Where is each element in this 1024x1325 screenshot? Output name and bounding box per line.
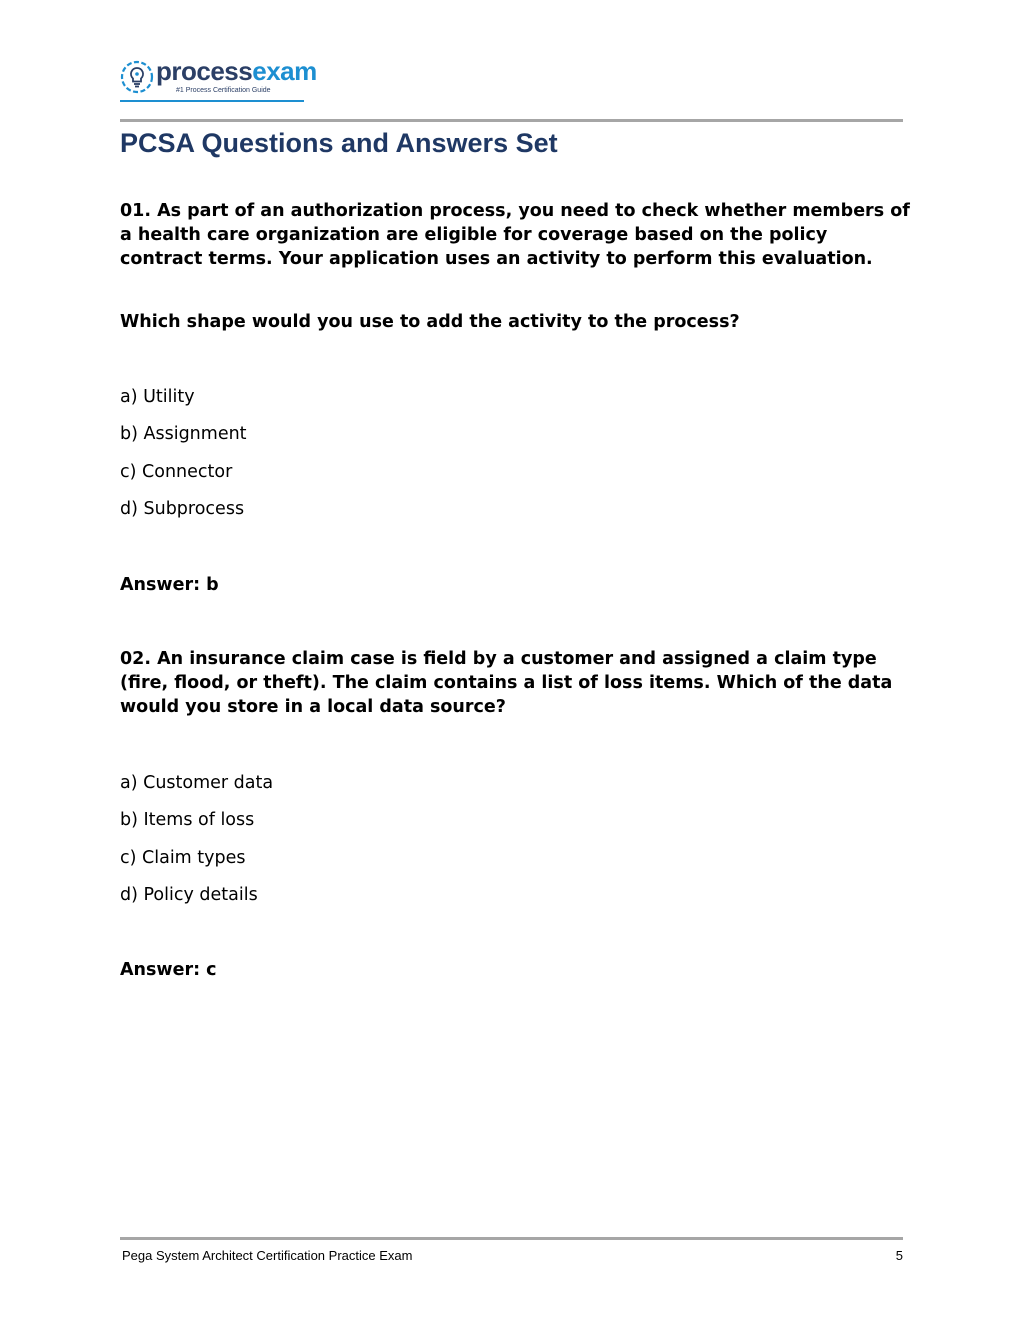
question-2-answer: Answer: c bbox=[120, 960, 217, 980]
logo-word-process: process bbox=[156, 56, 253, 86]
question-1-prompt: Which shape would you use to add the activity to the process? bbox=[120, 312, 740, 332]
question-1-option-b: b) Assignment bbox=[120, 424, 247, 444]
question-2-option-b: b) Items of loss bbox=[120, 810, 255, 830]
question-1-stem: 01. As part of an authorization process, you need to check whether members of a health care organization are eligible for coverage based on the policy contract terms. Your application uses an activity to perform this evaluation. bbox=[120, 201, 910, 270]
logo-tagline: #1 Process Certification Guide bbox=[176, 87, 271, 94]
question-2-option-a: a) Customer data bbox=[120, 773, 274, 793]
page-title: PCSA Questions and Answers Set bbox=[120, 128, 558, 158]
question-2-option-d: d) Policy details bbox=[120, 885, 258, 905]
question-1-option-d: d) Subprocess bbox=[120, 499, 245, 519]
lightbulb-gear-icon bbox=[120, 60, 154, 94]
logo-underline bbox=[120, 100, 304, 102]
footer-divider bbox=[120, 1237, 903, 1240]
header-divider bbox=[120, 119, 903, 122]
question-1-option-a: a) Utility bbox=[120, 387, 195, 407]
logo-wordmark bbox=[156, 57, 317, 85]
logo-word-exam: exam bbox=[252, 56, 317, 86]
question-1-answer: Answer: b bbox=[120, 575, 219, 595]
question-1-option-c: c) Connector bbox=[120, 462, 233, 482]
page-number: 5 bbox=[895, 1248, 903, 1263]
question-2-option-c: c) Claim types bbox=[120, 848, 246, 868]
brand-logo bbox=[120, 56, 317, 104]
footer-title: Pega System Architect Certification Practice Exam bbox=[122, 1248, 413, 1263]
question-2-stem: 02. An insurance claim case is field by a customer and assigned a claim type (fire, flood, or theft). The claim contains a list of loss items. Which of the data would you store in a local data source? bbox=[120, 649, 893, 718]
